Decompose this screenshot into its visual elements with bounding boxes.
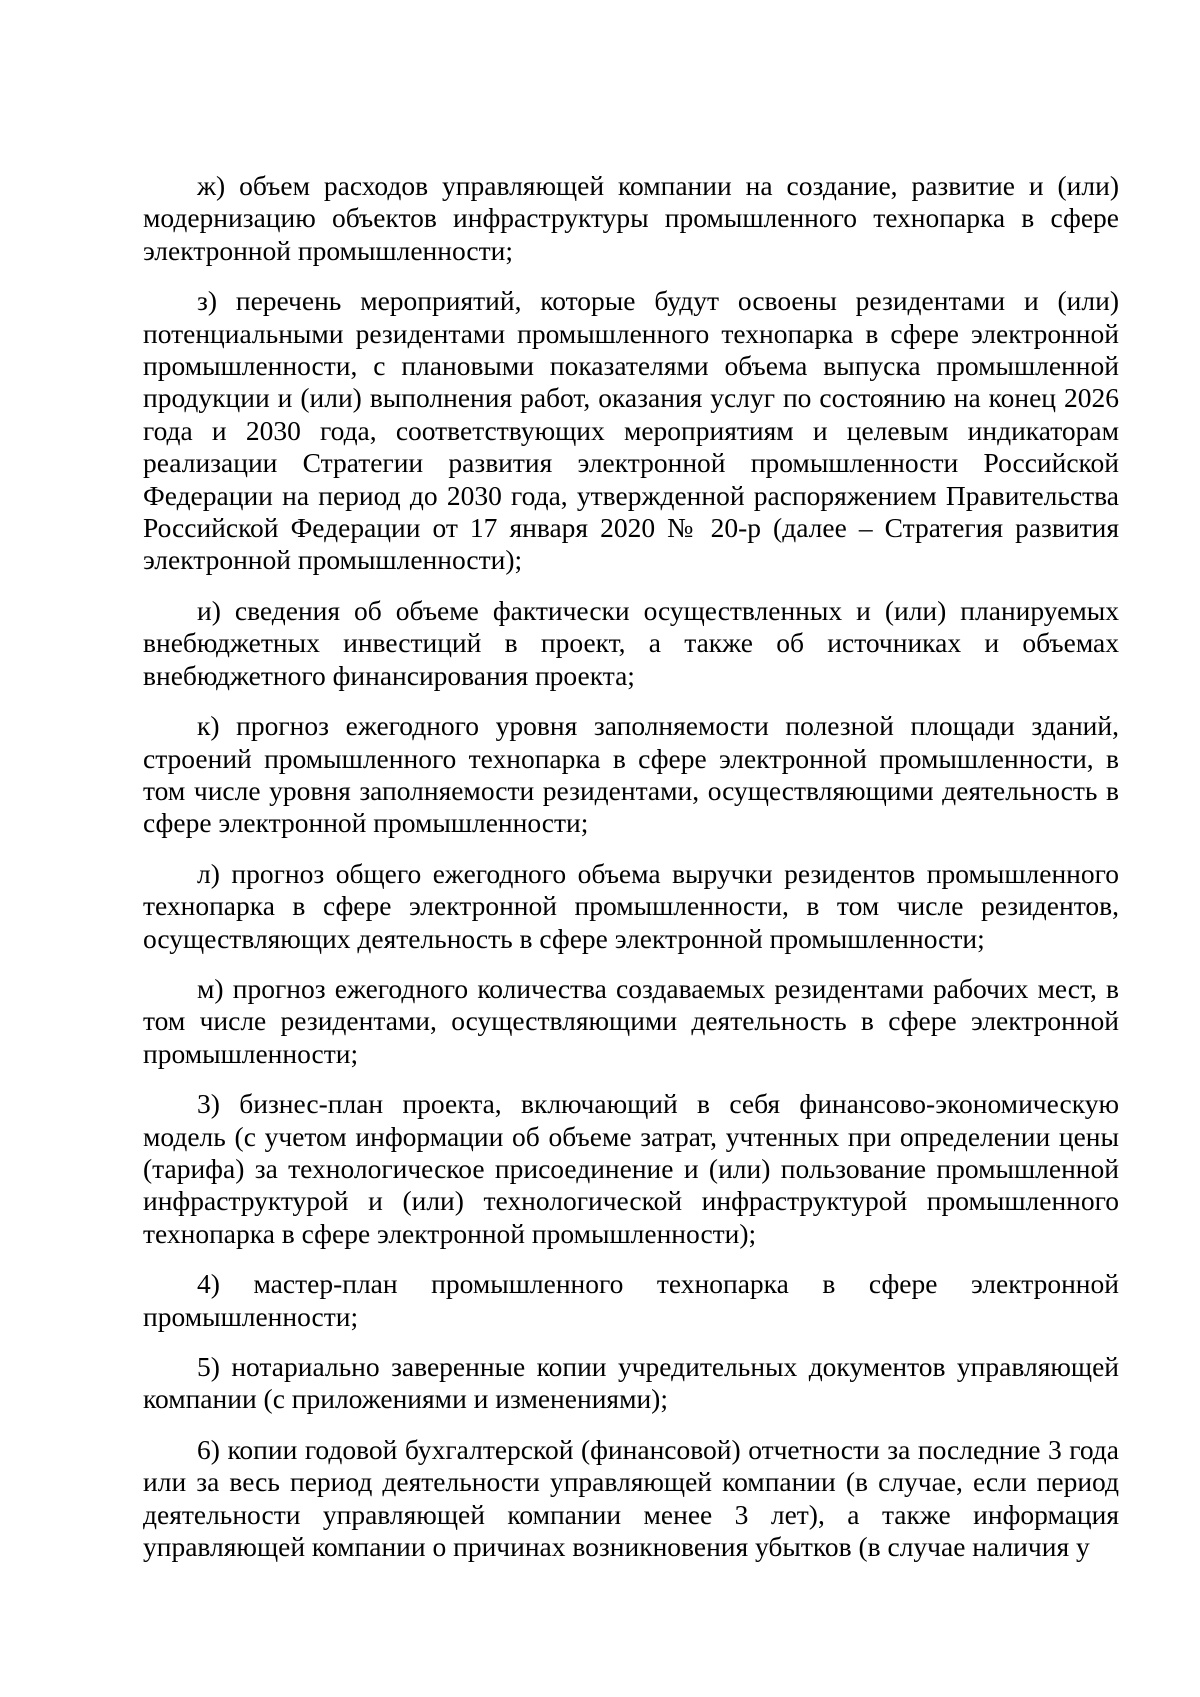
paragraph-zh-expenses: ж) объем расходов управляющей компании на создание, развитие и (или) модернизацию объектов инфраструктуры промышленного технопарка в сфере электронной промышленности; [143,170,1119,266]
paragraph-i-investments: и) сведения об объеме фактически осуществленных и (или) планируемых внебюджетных инвестиций в проект, а также об источниках и объемах внебюджетного финансирования проекта; [143,594,1119,691]
paragraph-m-jobs: м) прогноз ежегодного количества создаваемых резидентами рабочих мест, в том числе резидентами, осуществляющими деятельность в сфере электронной промышленности; [143,972,1119,1069]
paragraph-3-business-plan: 3) бизнес-план проекта, включающий в себя финансово-экономическую модель (с учетом информации об объеме затрат, учтенных при определении цены (тарифа) за технологическое присоединение и (или) пользование промышленной инфраструктурой и (или) технологической инфраструктурой промышленного технопарка в сфере электронной промышленности); [143,1088,1119,1249]
paragraph-5-notarized-copies: 5) нотариально заверенные копии учредительных документов управляющей компании (с приложениями и изменениями); [143,1351,1119,1415]
paragraph-4-master-plan: 4) мастер-план промышленного технопарка в сфере электронной промышленности; [143,1268,1119,1332]
document-page [143,170,1119,1581]
paragraph-z-activities: з) перечень мероприятий, которые будут освоены резидентами и (или) потенциальными резидентами промышленного технопарка в сфере электронной промышленности, с плановыми показателями объема выпуска промышленной продукции и (или) выполнения работ, оказания услуг по состоянию на конец 2026 года и 2030 года, соответствующих мероприятиям и целевым индикаторам реализации Стратегии развития электронной промышленности Российской Федерации на период до 2030 года, утвержденной распоряжением Правительства Российской Федерации от 17 января 2020 № 20-р (далее – Стратегия развития электронной промышленности); [143,285,1119,576]
paragraph-6-financial-statements: 6) копии годовой бухгалтерской (финансовой) отчетности за последние 3 года или за весь период деятельности управляющей компании (в случае, если период деятельности управляющей компании менее 3 лет), а также информация управляющей компании о причинах возникновения убытков (в случае наличия у [143,1433,1119,1563]
paragraph-l-revenue: л) прогноз общего ежегодного объема выручки резидентов промышленного технопарка в сфере электронной промышленности, в том числе резидентов, осуществляющих деятельность в сфере электронной промышленности; [143,857,1119,954]
paragraph-k-occupancy: к) прогноз ежегодного уровня заполняемости полезной площади зданий, строений промышленного технопарка в сфере электронной промышленности, в том числе уровня заполняемости резидентами, осуществляющими деятельность в сфере электронной промышленности; [143,710,1119,839]
